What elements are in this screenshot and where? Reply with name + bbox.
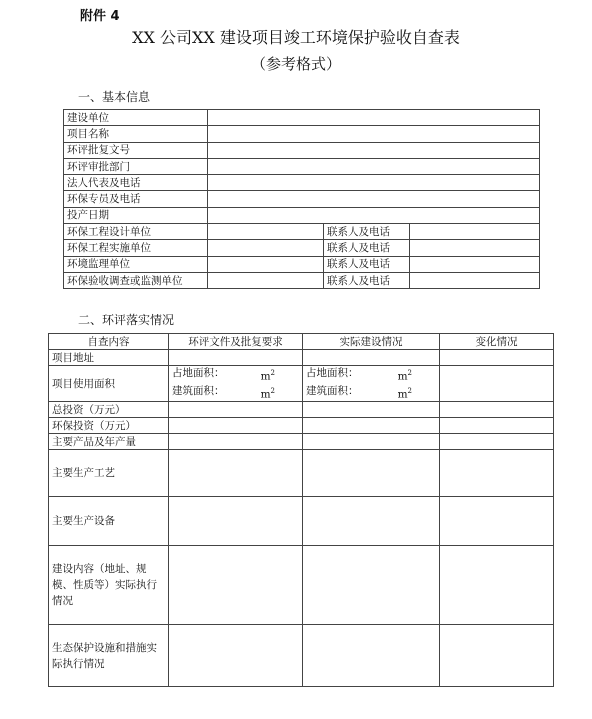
land-area-line: 占地面积： $m^2$ <box>172 367 275 383</box>
section-basic-info-title: 一、基本信息 <box>78 90 151 104</box>
contact-label: 联系人及电话 <box>324 256 410 272</box>
table-row <box>49 418 554 434</box>
land-area-line: 占地面积： $m^2$ <box>306 367 412 383</box>
basic-info-table <box>63 109 540 289</box>
value-cell[interactable] <box>169 546 303 625</box>
row-label: 生态保护设施和措施实际执行情况 <box>49 625 169 687</box>
value-cell[interactable] <box>440 497 554 546</box>
row-label: 环评审批部门 <box>64 158 208 174</box>
value-cell[interactable] <box>303 546 440 625</box>
row-label: 主要生产设备 <box>49 497 169 546</box>
value-cell[interactable] <box>440 625 554 687</box>
value-cell[interactable] <box>440 546 554 625</box>
value-cell[interactable] <box>440 402 554 418</box>
row-label: 环保工程设计单位 <box>64 224 208 240</box>
row-label: 投产日期 <box>64 207 208 223</box>
value-cell[interactable] <box>169 625 303 687</box>
table-header-row <box>49 334 554 350</box>
value-cell[interactable] <box>303 497 440 546</box>
value-cell[interactable] <box>208 240 324 256</box>
table-row <box>49 625 554 687</box>
table-row <box>64 126 540 142</box>
table-row <box>64 110 540 126</box>
table-row <box>49 366 554 402</box>
row-label: 建设单位 <box>64 110 208 126</box>
attachment-label: 附件 4 <box>80 9 120 24</box>
table-row <box>49 402 554 418</box>
header-cell: 环评文件及批复要求 <box>169 334 303 350</box>
table-row <box>64 256 540 272</box>
value-cell[interactable] <box>440 434 554 450</box>
value-cell[interactable] <box>208 158 540 174</box>
document-title: XX 公司XX 建设项目竣工环境保护验收自查表 <box>132 28 460 47</box>
row-label: 环保验收调查或监测单位 <box>64 272 208 288</box>
table-row <box>64 175 540 191</box>
table-row <box>64 207 540 223</box>
contact-label: 联系人及电话 <box>324 272 410 288</box>
row-label: 环保专员及电话 <box>64 191 208 207</box>
value-cell[interactable] <box>169 497 303 546</box>
section-eia-title: 二、环评落实情况 <box>78 313 175 327</box>
value-cell[interactable] <box>208 272 324 288</box>
value-cell[interactable] <box>169 402 303 418</box>
value-cell[interactable] <box>303 350 440 366</box>
table-row <box>64 272 540 288</box>
header-cell: 实际建设情况 <box>303 334 440 350</box>
building-area-line: 建筑面积： $m^2$ <box>306 384 412 400</box>
row-label: 环保投资（万元） <box>49 418 169 434</box>
row-label: 环保工程实施单位 <box>64 240 208 256</box>
row-label: 项目名称 <box>64 126 208 142</box>
document-subtitle: （参考格式） <box>250 55 341 73</box>
row-label: 项目地址 <box>49 350 169 366</box>
contact-cell[interactable] <box>410 240 540 256</box>
contact-label: 联系人及电话 <box>324 240 410 256</box>
table-row <box>64 240 540 256</box>
value-cell[interactable] <box>169 350 303 366</box>
table-row <box>64 142 540 158</box>
table-row <box>64 158 540 174</box>
value-cell[interactable] <box>440 350 554 366</box>
value-cell[interactable] <box>303 366 440 402</box>
value-cell[interactable] <box>208 142 540 158</box>
value-cell[interactable] <box>440 418 554 434</box>
eia-implementation-table <box>48 333 554 687</box>
header-cell: 自查内容 <box>49 334 169 350</box>
row-label: 环境监理单位 <box>64 256 208 272</box>
table-row <box>49 546 554 625</box>
table-row <box>49 497 554 546</box>
value-cell[interactable] <box>208 175 540 191</box>
row-label: 法人代表及电话 <box>64 175 208 191</box>
row-label: 主要生产工艺 <box>49 450 169 497</box>
row-label: 建设内容（地址、规模、性质等）实际执行情况 <box>49 546 169 625</box>
header-cell: 变化情况 <box>440 334 554 350</box>
value-cell[interactable] <box>169 366 303 402</box>
row-label: 项目使用面积 <box>49 366 169 402</box>
value-cell[interactable] <box>440 450 554 497</box>
value-cell[interactable] <box>303 625 440 687</box>
value-cell[interactable] <box>208 110 540 126</box>
value-cell[interactable] <box>208 191 540 207</box>
value-cell[interactable] <box>169 418 303 434</box>
value-cell[interactable] <box>303 450 440 497</box>
value-cell[interactable] <box>440 366 554 402</box>
value-cell[interactable] <box>169 434 303 450</box>
table-row <box>64 224 540 240</box>
contact-cell[interactable] <box>410 224 540 240</box>
table-row <box>49 450 554 497</box>
building-area-line: 建筑面积： $m^2$ <box>172 384 275 400</box>
value-cell[interactable] <box>208 126 540 142</box>
row-label: 总投资（万元） <box>49 402 169 418</box>
contact-cell[interactable] <box>410 256 540 272</box>
row-label: 环评批复文号 <box>64 142 208 158</box>
table-row <box>64 191 540 207</box>
contact-label: 联系人及电话 <box>324 224 410 240</box>
table-row <box>49 434 554 450</box>
row-label: 主要产品及年产量 <box>49 434 169 450</box>
value-cell[interactable] <box>303 418 440 434</box>
value-cell[interactable] <box>303 402 440 418</box>
value-cell[interactable] <box>303 434 440 450</box>
contact-cell[interactable] <box>410 272 540 288</box>
value-cell[interactable] <box>208 207 540 223</box>
value-cell[interactable] <box>208 224 324 240</box>
table-row <box>49 350 554 366</box>
value-cell[interactable] <box>169 450 303 497</box>
value-cell[interactable] <box>208 256 324 272</box>
